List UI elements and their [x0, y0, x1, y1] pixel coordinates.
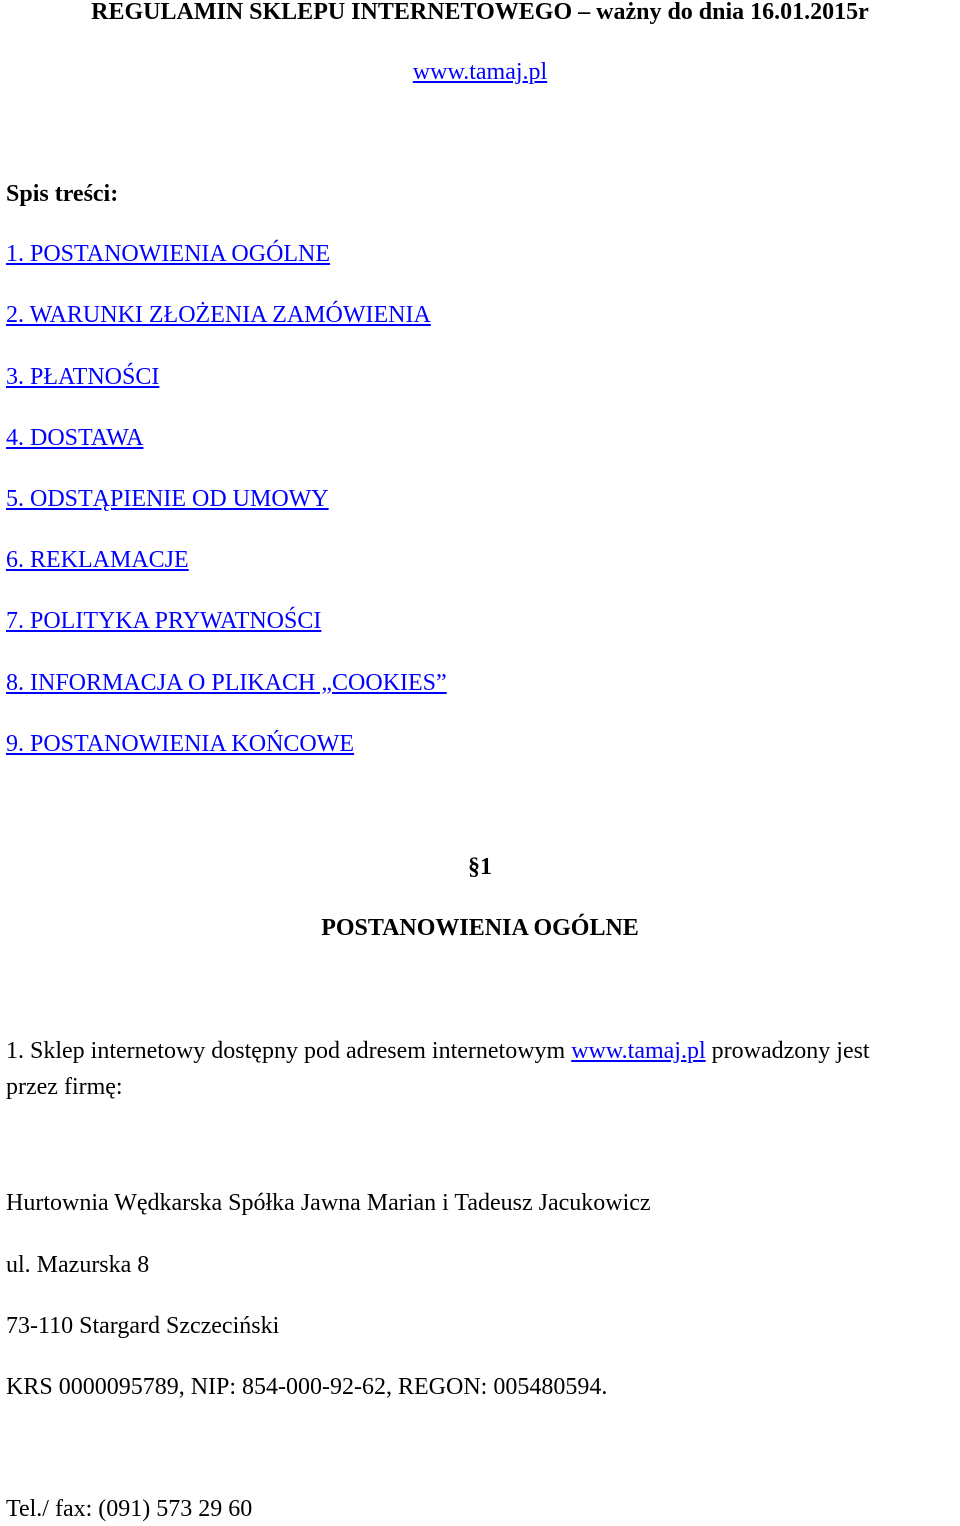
toc-item-1[interactable]: 1. POSTANOWIENIA OGÓLNE [6, 241, 331, 267]
section-heading: POSTANOWIENIA OGÓLNE [321, 915, 639, 941]
company-phone: Tel./ fax: (091) 573 29 60 [6, 1496, 253, 1522]
company-name: Hurtownia Wędkarska Spółka Jawna Marian i Tadeusz Jacukowicz [6, 1190, 651, 1216]
site-link[interactable] [0, 58, 960, 86]
paragraph-1-text: 1. Sklep internetowy dostępny pod adresem internetowym [6, 1038, 572, 1064]
toc-heading: Spis treści: [6, 181, 119, 207]
paragraph-1-line-1 [6, 1037, 870, 1065]
paragraph-1-link[interactable]: www.tamaj.pl [571, 1038, 706, 1064]
toc-item-4[interactable]: 4. DOSTAWA [6, 425, 144, 451]
toc-item-6[interactable]: 6. REKLAMACJE [6, 547, 189, 573]
toc-item-3[interactable]: 3. PŁATNOŚCI [6, 364, 160, 390]
toc-item-9[interactable]: 9. POSTANOWIENIA KOŃCOWE [6, 731, 355, 757]
site-link-text[interactable]: www.tamaj.pl [412, 59, 548, 85]
toc-item-2[interactable]: 2. WARUNKI ZŁOŻENIA ZAMÓWIENIA [6, 302, 431, 328]
paragraph-1-text-after: prowadzony jest [705, 1038, 870, 1064]
toc-item-5[interactable]: 5. ODSTĄPIENIE OD UMOWY [6, 486, 329, 512]
toc-item-7[interactable]: 7. POLITYKA PRYWATNOŚCI [6, 608, 322, 634]
document-title: REGULAMIN SKLEPU INTERNETOWEGO – ważny do dnia 16.01.2015r [91, 0, 869, 25]
toc-item-8[interactable]: 8. INFORMACJA O PLIKACH „COOKIES” [6, 670, 447, 696]
company-street: ul. Mazurska 8 [6, 1252, 150, 1278]
company-registry: KRS 0000095789, NIP: 854-000-92-62, REGON: 005480594. [6, 1374, 608, 1400]
company-city: 73-110 Stargard Szczeciński [6, 1313, 280, 1339]
paragraph-1-line-2: przez firmę: [6, 1074, 123, 1100]
section-mark: §1 [468, 854, 492, 880]
